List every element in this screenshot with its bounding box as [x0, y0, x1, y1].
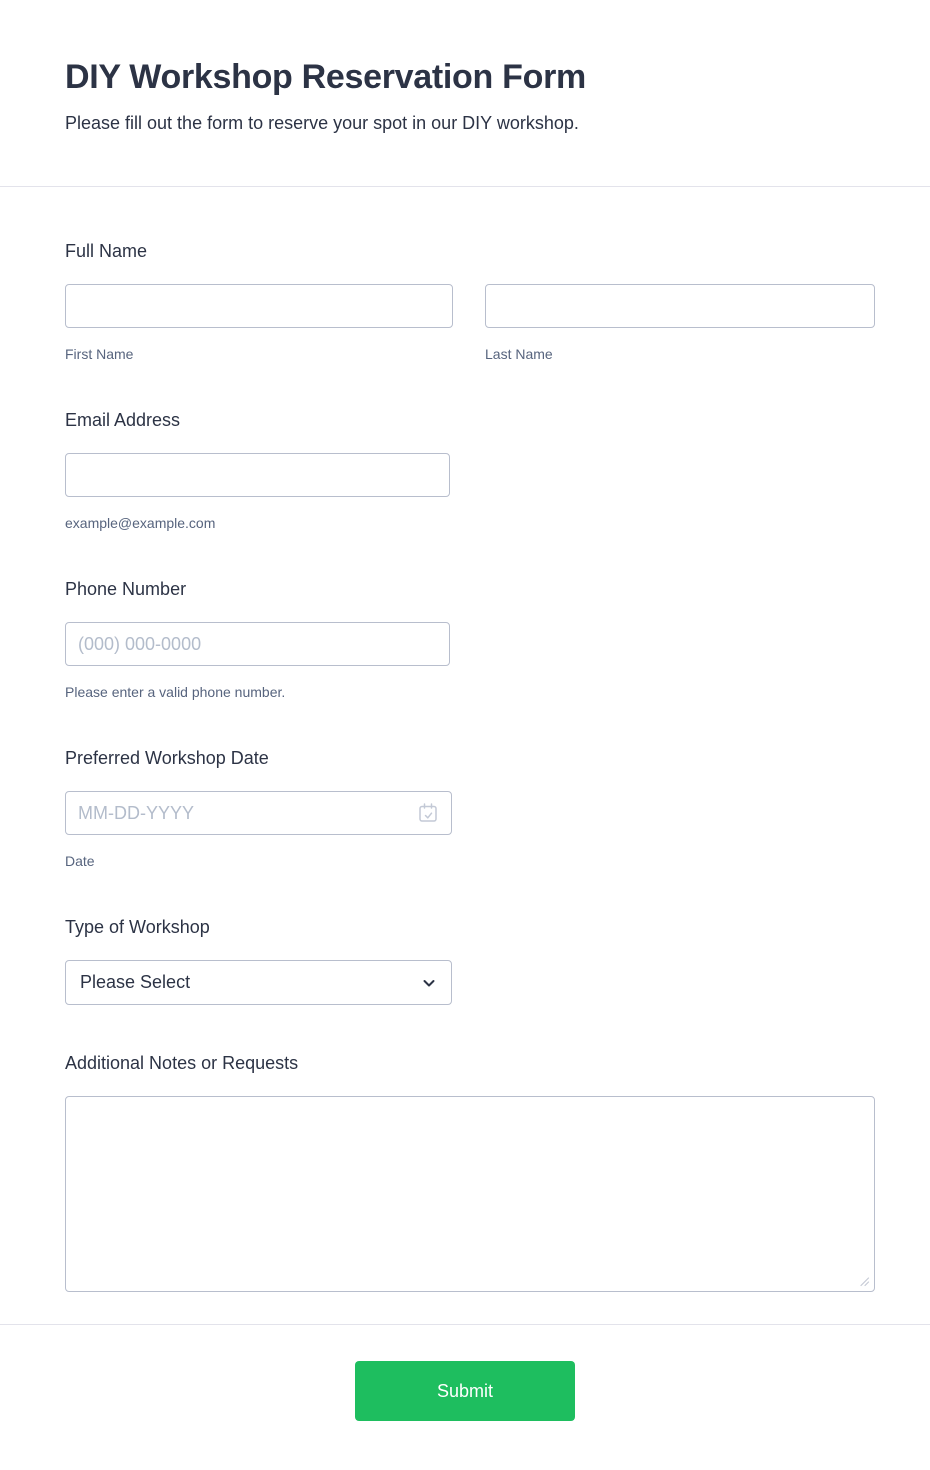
phone-input[interactable] [65, 622, 450, 666]
notes-label: Additional Notes or Requests [65, 1053, 299, 1073]
workshop-type-select[interactable] [65, 960, 452, 1005]
form-header [0, 0, 930, 134]
phone-sublabel: Please enter a valid phone number. [65, 684, 286, 700]
field-workshop-type [65, 917, 875, 1005]
email-sublabel: example@example.com [65, 515, 216, 531]
first-name-sublabel: First Name [65, 346, 134, 362]
field-phone [65, 579, 875, 700]
date-sublabel: Date [65, 853, 95, 869]
email-label: Email Address [65, 410, 181, 430]
form-body [0, 187, 930, 1324]
last-name-sublabel: Last Name [485, 346, 553, 362]
name-row [65, 284, 875, 362]
date-input-wrap [65, 791, 452, 835]
phone-label: Phone Number [65, 579, 187, 599]
form-subtitle: Please fill out the form to reserve your spot in our DIY workshop. [65, 113, 579, 133]
workshop-type-label: Type of Workshop [65, 917, 210, 937]
last-name-input[interactable] [485, 284, 875, 328]
field-date [65, 748, 875, 869]
page-title: DIY Workshop Reservation Form [65, 58, 586, 96]
full-name-label: Full Name [65, 241, 148, 261]
email-field[interactable] [65, 453, 450, 497]
date-input[interactable] [65, 791, 452, 835]
chevron-down-icon [421, 975, 437, 991]
notes-textarea[interactable] [65, 1096, 875, 1292]
last-name-col [485, 284, 875, 362]
field-email [65, 410, 875, 531]
date-label: Preferred Workshop Date [65, 748, 269, 768]
field-notes [65, 1053, 875, 1292]
first-name-col [65, 284, 453, 362]
field-full-name [65, 241, 875, 362]
first-name-input[interactable] [65, 284, 453, 328]
submit-button[interactable]: Submit [355, 1361, 575, 1421]
workshop-type-selected-value: Please Select [80, 972, 191, 992]
submit-row [0, 1325, 930, 1470]
notes-textarea-wrap [65, 1096, 875, 1292]
